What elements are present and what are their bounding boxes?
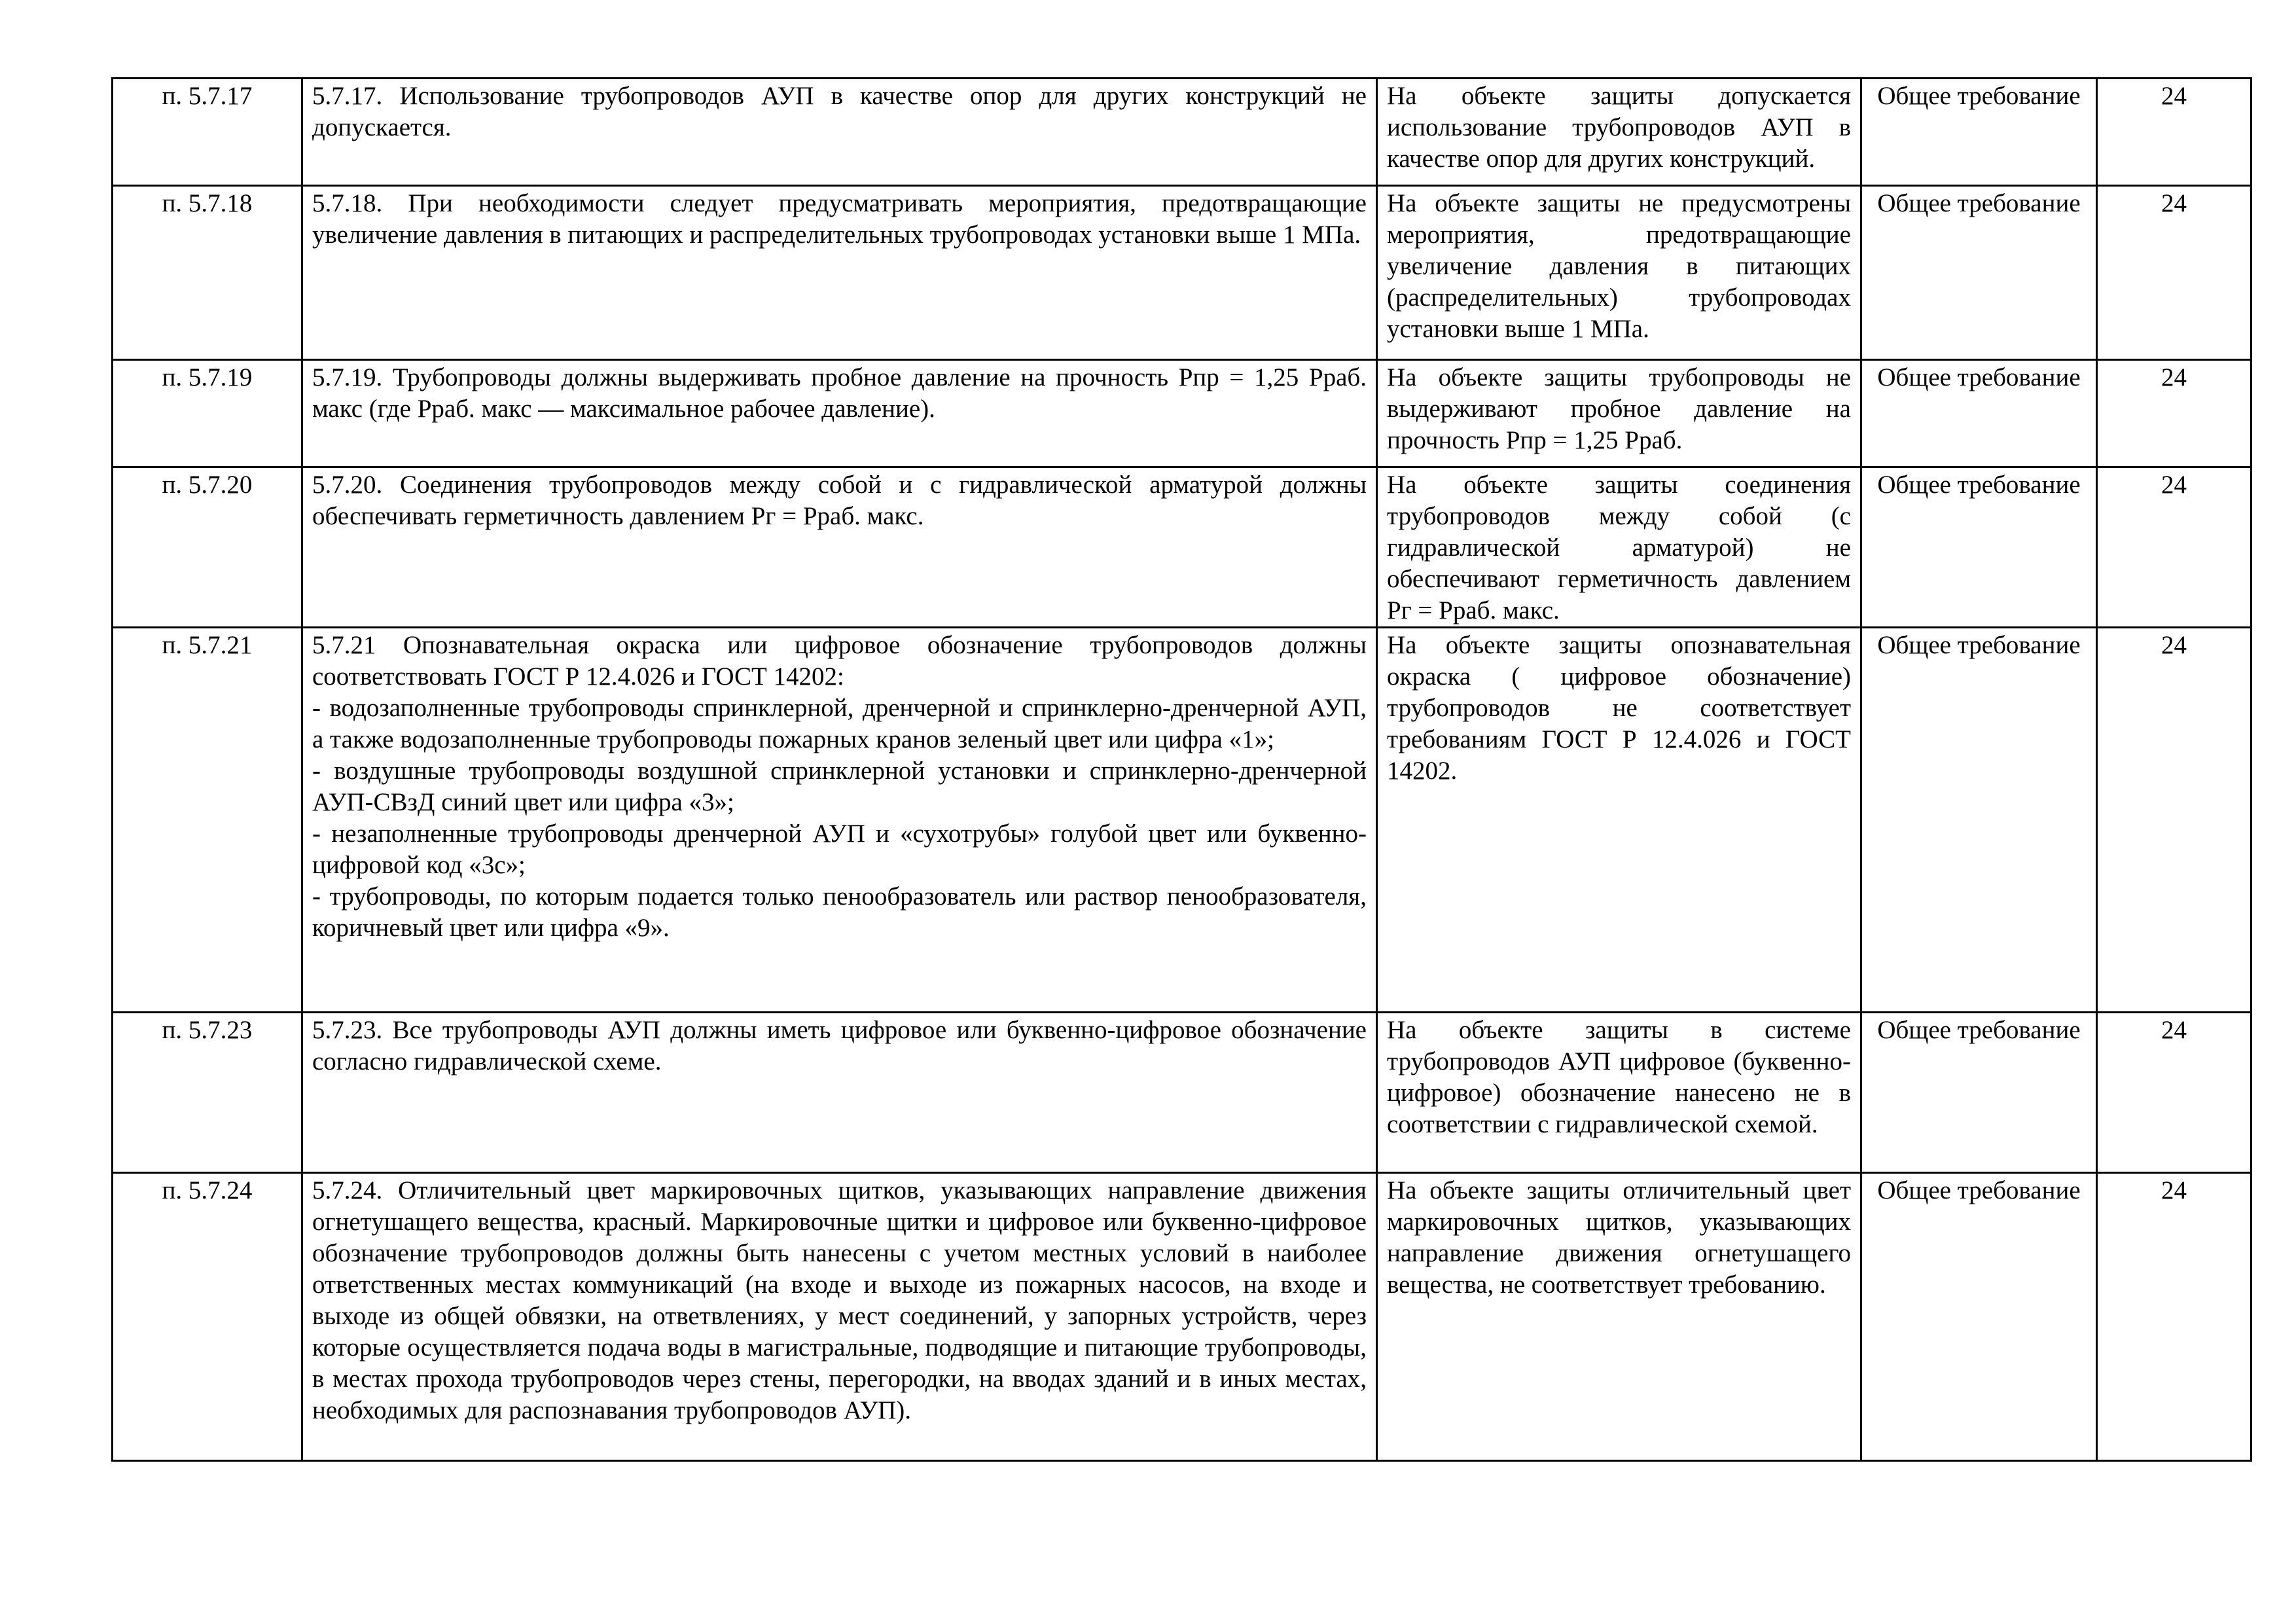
requirement-paragraph: 5.7.21 Опознавательная окраска или цифровое обозначение трубопроводов должны соответствовать ГОСТ Р 12.4.026 и ГОСТ 14202: <box>312 631 1367 691</box>
requirement-type-cell: Общее требование <box>1861 628 2097 1013</box>
requirement-text-cell <box>302 79 1377 186</box>
requirement-list-item: - водозаполненные трубопроводы спринклерной, дренчерной и спринклерно-дренчерной АУП, а также водозаполненные трубопроводы пожарных кранов зеленый цвет или цифра «1»; <box>312 694 1367 753</box>
violation-cell: На объекте защиты не предусмотрены мероприятия, предотвращающие увеличение давления в питающих (распределительных) трубопроводах установки выше 1 МПа. <box>1377 186 1861 360</box>
table-body <box>113 79 2251 1461</box>
requirement-text-cell <box>302 467 1377 628</box>
requirement-paragraph: 5.7.17. Использование трубопроводов АУП в качестве опор для других конструкций не допускается. <box>312 82 1367 141</box>
table-row <box>113 1013 2251 1173</box>
requirement-list-item: - незаполненные трубопроводы дренчерной АУП и «сухотрубы» голубой цвет или буквенно-цифровой код «3с»; <box>312 820 1367 879</box>
requirement-text-cell <box>302 628 1377 1013</box>
number-cell: 24 <box>2097 186 2251 360</box>
clause-ref-cell: п. 5.7.18 <box>113 186 302 360</box>
violation-cell: На объекте защиты опознавательная окраска ( цифровое обозначение) трубопроводов не соответствует требованиям ГОСТ Р 12.4.026 и ГОСТ 14202. <box>1377 628 1861 1013</box>
clause-ref-cell: п. 5.7.23 <box>113 1013 302 1173</box>
requirement-text-cell <box>302 1173 1377 1461</box>
requirement-text-cell <box>302 360 1377 467</box>
table-row <box>113 79 2251 186</box>
requirement-type-cell: Общее требование <box>1861 1013 2097 1173</box>
clause-ref-cell: п. 5.7.20 <box>113 467 302 628</box>
table-row <box>113 467 2251 628</box>
requirement-paragraph: 5.7.19. Трубопроводы должны выдерживать пробное давление на прочность Рпр = 1,25 Рраб. макс (где Рраб. макс — максимальное рабочее давление). <box>312 363 1367 423</box>
violation-cell: На объекте защиты трубопроводы не выдерживают пробное давление на прочность Рпр = 1,25 Рраб. <box>1377 360 1861 467</box>
requirement-type-cell: Общее требование <box>1861 1173 2097 1461</box>
violation-cell: На объекте защиты отличительный цвет маркировочных щитков, указывающих направление движения огнетушащего вещества, не соответствует требованию. <box>1377 1173 1861 1461</box>
table-row <box>113 360 2251 467</box>
table-row <box>113 1173 2251 1461</box>
violation-cell: На объекте защиты допускается использование трубопроводов АУП в качестве опор для других конструкций. <box>1377 79 1861 186</box>
requirements-table <box>111 77 2252 1462</box>
requirement-text-cell <box>302 1013 1377 1173</box>
clause-ref-cell: п. 5.7.21 <box>113 628 302 1013</box>
requirement-paragraph: 5.7.20. Соединения трубопроводов между собой и с гидравлической арматурой должны обеспечивать герметичность давлением Рг = Рраб. макс. <box>312 471 1367 530</box>
requirement-list-item: - трубопроводы, по которым подается только пенообразователь или раствор пенообразователя, коричневый цвет или цифра «9». <box>312 882 1367 942</box>
clause-ref-cell: п. 5.7.19 <box>113 360 302 467</box>
clause-ref-cell: п. 5.7.24 <box>113 1173 302 1461</box>
number-cell: 24 <box>2097 79 2251 186</box>
number-cell: 24 <box>2097 628 2251 1013</box>
requirement-paragraph: 5.7.24. Отличительный цвет маркировочных щитков, указывающих направление движения огнетушащего вещества, красный. Маркировочные щитки и цифровое или буквенно-цифровое обозначение трубопроводов должны быть нанесены с учетом местных условий в наиболее ответственных местах коммуникаций (на входе и выходе из пожарных насосов, на входе и выходе из общей обвязки, на ответвлениях, у мест соединений, у запорных устройств, через которые осуществляется подача воды в магистральные, подводящие и питающие трубопроводы, в местах прохода трубопроводов через стены, перегородки, на вводах зданий и в иных местах, необходимых для распознавания трубопроводов АУП). <box>312 1176 1367 1424</box>
document-page <box>111 77 2250 1462</box>
requirement-list-item: - воздушные трубопроводы воздушной спринклерной установки и спринклерно-дренчерной АУП-СВзД синий цвет или цифра «3»; <box>312 757 1367 816</box>
requirement-type-cell: Общее требование <box>1861 360 2097 467</box>
requirement-paragraph: 5.7.18. При необходимости следует предусматривать мероприятия, предотвращающие увеличение давления в питающих и распределительных трубопроводах установки выше 1 МПа. <box>312 189 1367 249</box>
requirement-type-cell: Общее требование <box>1861 467 2097 628</box>
violation-cell: На объекте защиты соединения трубопроводов между собой (с гидравлической арматурой) не обеспечивают герметичность давлением Рг = Рраб. макс. <box>1377 467 1861 628</box>
violation-cell: На объекте защиты в системе трубопроводов АУП цифровое (буквенно-цифровое) обозначение нанесено не в соответствии с гидравлической схемой. <box>1377 1013 1861 1173</box>
requirement-type-cell: Общее требование <box>1861 186 2097 360</box>
requirement-text-cell <box>302 186 1377 360</box>
number-cell: 24 <box>2097 1013 2251 1173</box>
requirement-paragraph: 5.7.23. Все трубопроводы АУП должны иметь цифровое или буквенно-цифровое обозначение согласно гидравлической схеме. <box>312 1016 1367 1075</box>
requirement-type-cell: Общее требование <box>1861 79 2097 186</box>
number-cell: 24 <box>2097 360 2251 467</box>
number-cell: 24 <box>2097 467 2251 628</box>
table-row <box>113 628 2251 1013</box>
clause-ref-cell: п. 5.7.17 <box>113 79 302 186</box>
number-cell: 24 <box>2097 1173 2251 1461</box>
table-row <box>113 186 2251 360</box>
